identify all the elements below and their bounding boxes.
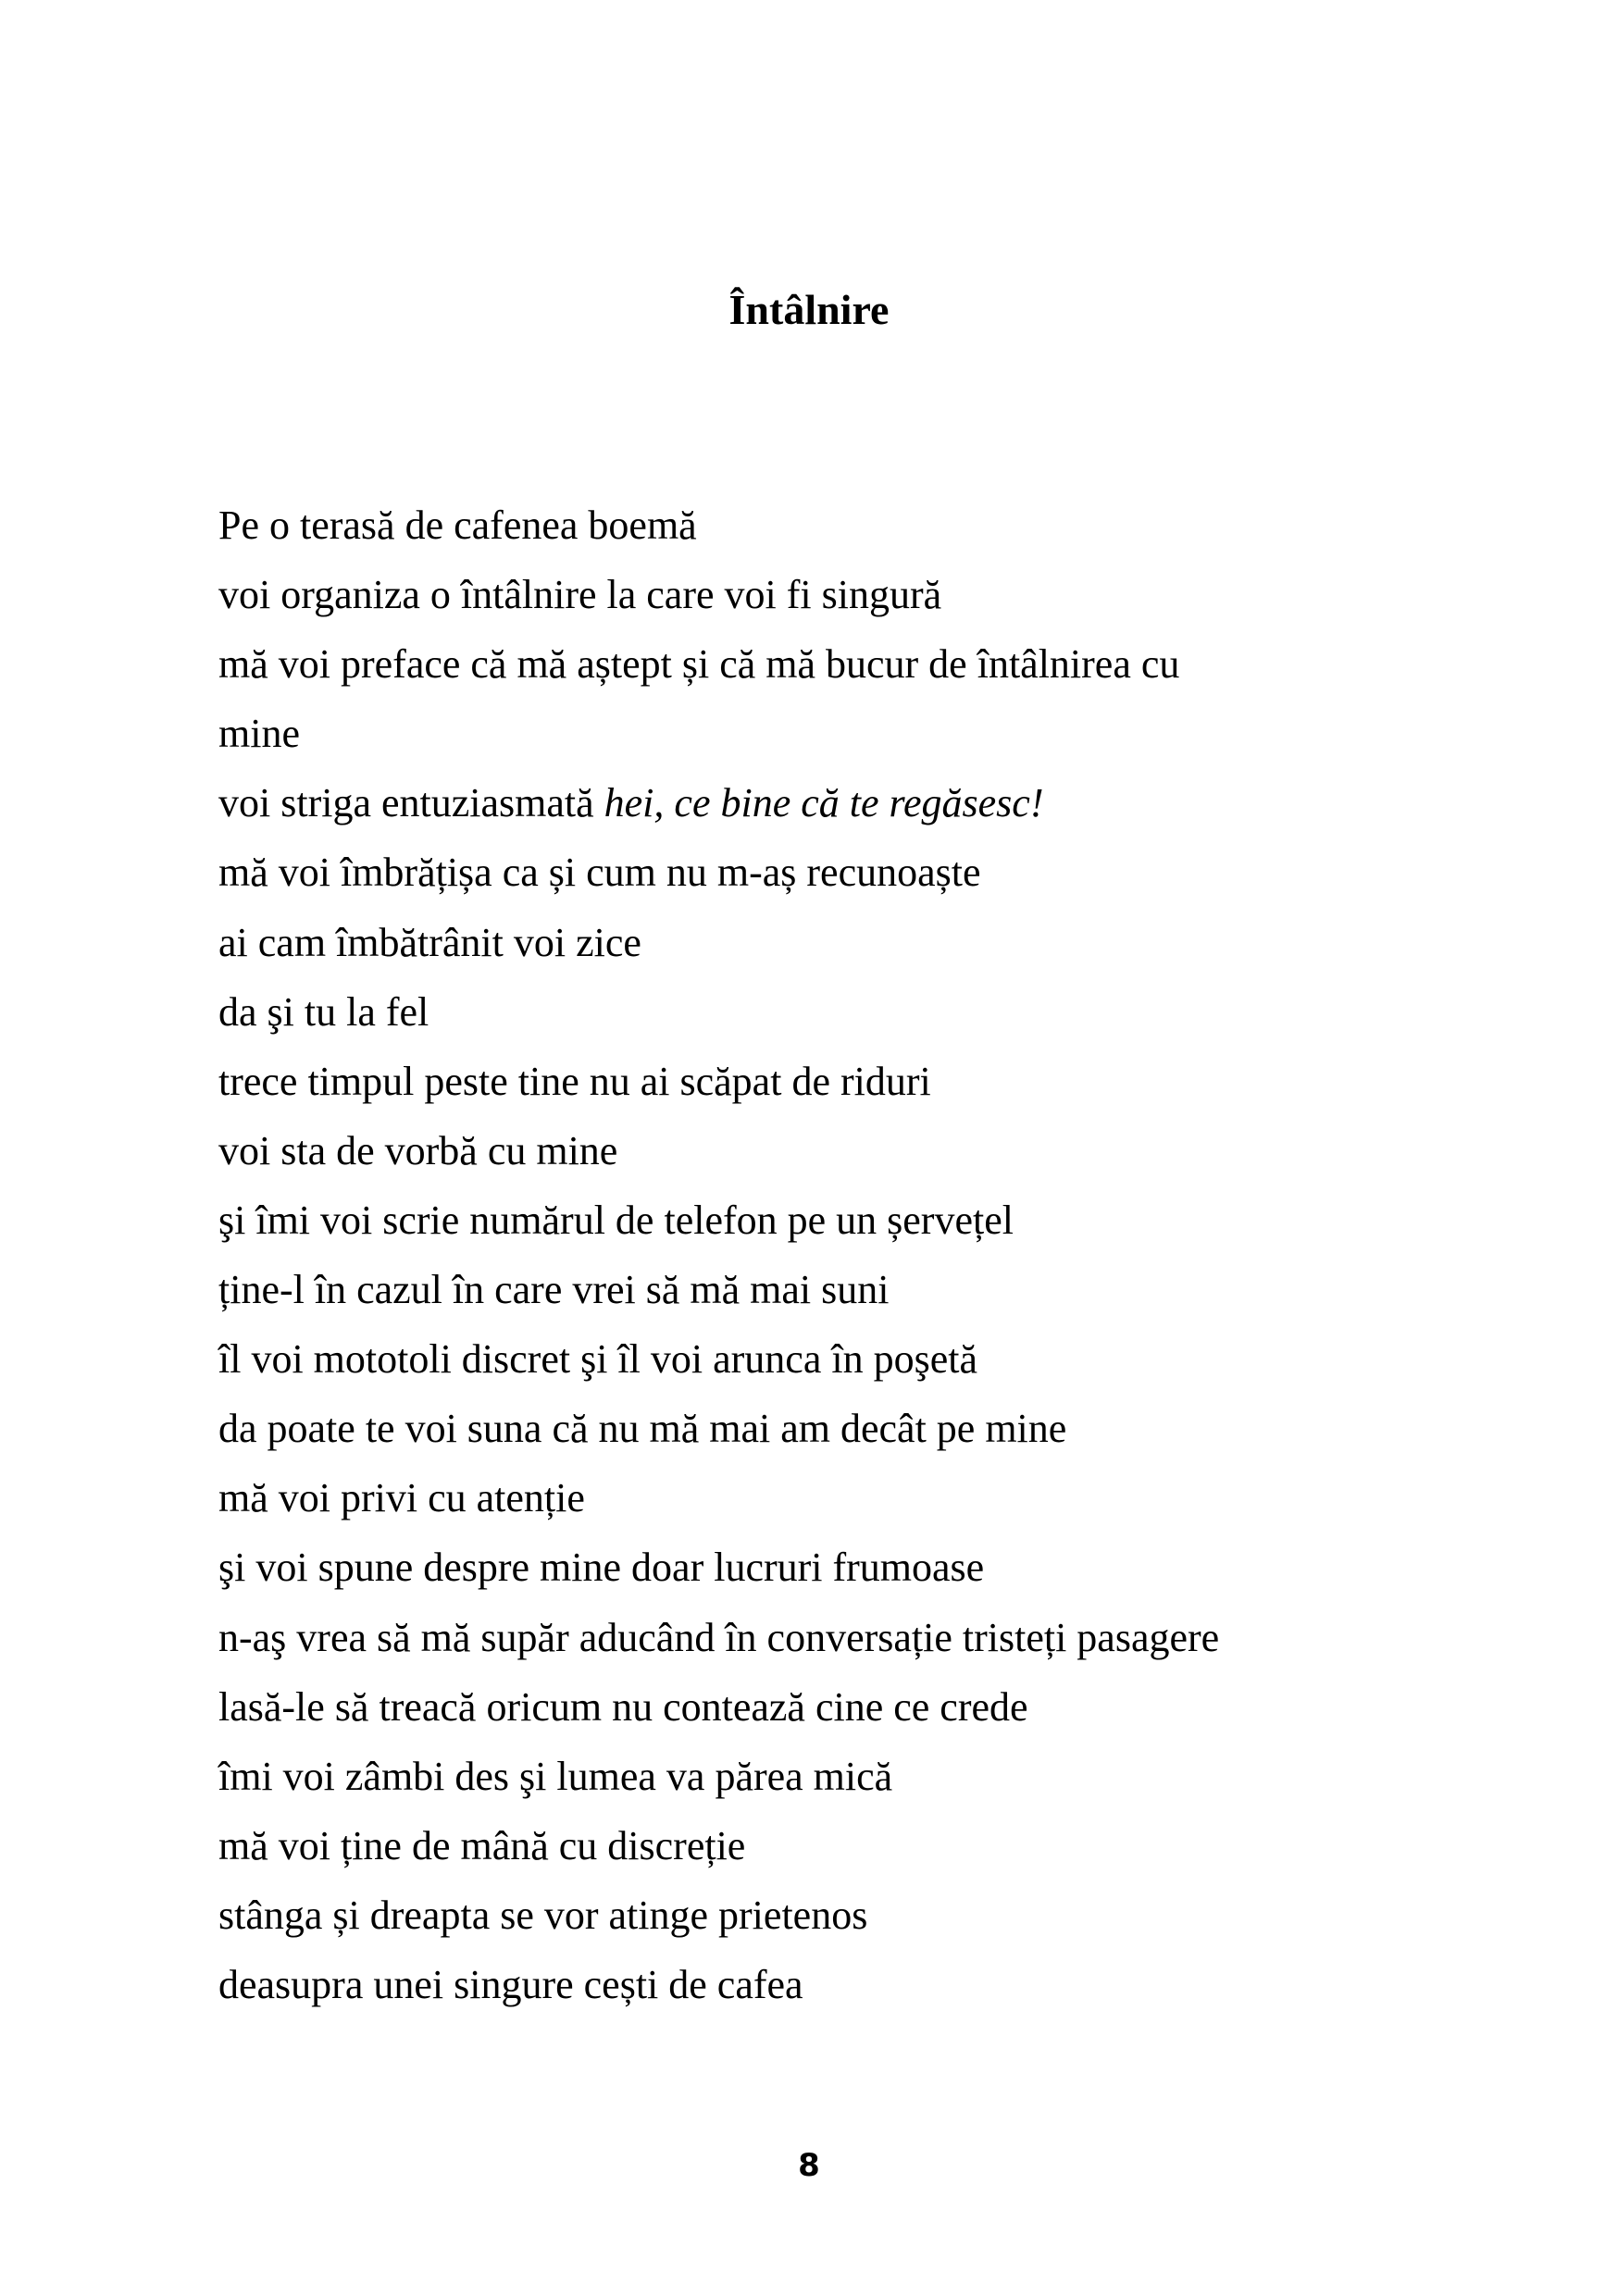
poem-line: stânga și dreapta se vor atinge prietenos (218, 1892, 868, 1938)
poem-line: Pe o terasă de cafenea boemă (218, 503, 697, 548)
poem-line: mă voi privi cu atenție (218, 1475, 585, 1521)
poem-line: şi îmi voi scrie numărul de telefon pe un șervețel (218, 1197, 1014, 1243)
poem-line: mă voi îmbrățișa ca și cum nu m-aș recunoaște (218, 850, 981, 896)
poem-line: ține-l în cazul în care vrei să mă mai suni (218, 1267, 890, 1313)
poem-line: trece timpul peste tine nu ai scăpat de riduri (218, 1058, 931, 1104)
poem-line: n-aş vrea să mă supăr aducând în conversație tristeți pasagere (218, 1614, 1220, 1660)
poem-line: voi organiza o întâlnire la care voi fi singură (218, 572, 942, 618)
poem-line-with-italic (218, 768, 1514, 838)
poem-line: şi voi spune despre mine doar lucruri frumoase (218, 1545, 985, 1591)
poem-line: lasă-le să treacă oricum nu contează cine ce crede (218, 1683, 1028, 1730)
poem-line: îmi voi zâmbi des şi lumea va părea mică (218, 1753, 893, 1799)
poem-line: ai cam îmbătrânit voi zice (218, 919, 641, 965)
poem-line: mine (218, 711, 300, 757)
poem-body (218, 490, 1514, 2019)
poem-line: îl voi mototoli discret şi îl voi arunca în poşetă (218, 1336, 977, 1383)
poem-line: da şi tu la fel (218, 988, 429, 1035)
poem-line: deasupra unei singure cești de cafea (218, 1961, 803, 2007)
italic-exclamation: hei, ce bine că te regăsesc! (604, 780, 1044, 826)
poem-title: Întâlnire (728, 286, 890, 333)
poem-line-text: voi striga entuziasmată (218, 780, 604, 826)
poem-line: mă voi ține de mână cu discreție (218, 1822, 746, 1868)
page-number: 8 (798, 2147, 820, 2184)
poem-line: voi sta de vorbă cu mine (218, 1127, 618, 1173)
poem-line: mă voi preface că mă aștept și că mă bucur de întâlnirea cu (218, 641, 1180, 688)
poem-line: da poate te voi suna că nu mă mai am decât pe mine (218, 1406, 1067, 1452)
